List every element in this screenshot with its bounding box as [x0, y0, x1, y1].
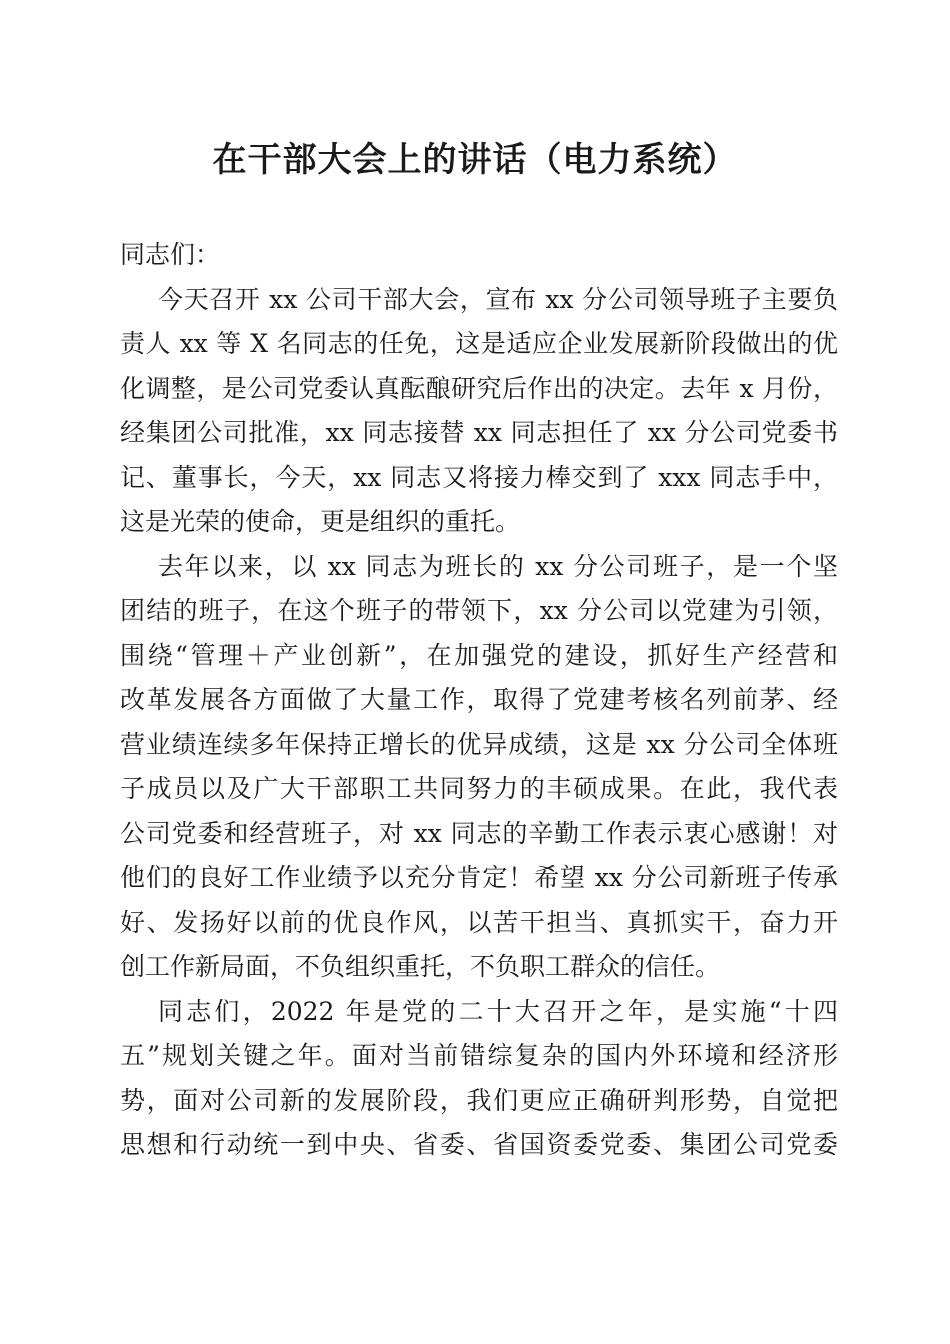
- document-title: 在干部大会上的讲话（电力系统）: [212, 140, 738, 180]
- paragraph-2-line-2: 团结的班子，在这个班子的带领下，xx 分公司以党建为引领，: [120, 596, 838, 625]
- paragraph-2-line-9: 好、发扬好以前的优良作风，以苦干担当、真抓实干，奋力开: [120, 907, 838, 937]
- paragraph-2-line-6: 子成员以及广大干部职工共同努力的丰硕成果。在此，我代表: [120, 774, 838, 803]
- salutation: 同志们：: [120, 240, 221, 269]
- document-body: [120, 233, 838, 1168]
- paragraph-1-line-6: 这是光荣的使命，更是组织的重托。: [120, 507, 521, 536]
- paragraph-1-line-3: 化调整，是公司党委认真酝酿研究后作出的决定。去年 x 月份，: [120, 373, 838, 403]
- paragraph-1-line-2: 责人 xx 等 X 名同志的任免，这是适应企业发展新阶段做出的优: [120, 329, 838, 358]
- paragraph-1: [120, 278, 838, 545]
- paragraph-3-line-1: 同志们，2022 年是党的二十大召开之年，是实施“十四: [158, 996, 838, 1026]
- paragraph-3-line-4: 思想和行动统一到中央、省委、省国资委党委、集团公司党委: [120, 1130, 838, 1159]
- paragraph-1-line-4: 经集团公司批准，xx 同志接替 xx 同志担任了 xx 分公司党委书: [120, 418, 838, 447]
- paragraph-1-line-1: 今天召开 xx 公司干部大会，宣布 xx 分公司领导班子主要负: [158, 284, 838, 314]
- paragraph-2: [120, 545, 838, 990]
- paragraph-2-line-10: 创工作新局面，不负组织重托，不负职工群众的信任。: [120, 952, 721, 981]
- paragraph-2-line-7: 公司党委和经营班子，对 xx 同志的辛勤工作表示衷心感谢！对: [120, 818, 838, 848]
- paragraph-2-line-1: 去年以来，以 xx 同志为班长的 xx 分公司班子，是一个坚: [158, 551, 838, 581]
- paragraph-2-line-3: 围绕“管理＋产业创新”，在加强党的建设，抓好生产经营和: [120, 640, 838, 670]
- paragraph-2-line-8: 他们的良好工作业绩予以充分肯定！希望 xx 分公司新班子传承: [120, 863, 838, 892]
- paragraph-2-line-4: 改革发展各方面做了大量工作，取得了党建考核名列前茅、经: [120, 685, 838, 714]
- paragraph-3-line-3: 势，面对公司新的发展阶段，我们更应正确研判形势，自觉把: [120, 1085, 838, 1115]
- paragraph-2-line-5: 营业绩连续多年保持正增长的优异成绩，这是 xx 分公司全体班: [120, 729, 838, 759]
- paragraph-1-line-5: 记、董事长，今天，xx 同志又将接力棒交到了 xxx 同志手中，: [120, 462, 838, 492]
- paragraph-3: [120, 990, 838, 1168]
- paragraph-3-line-2: 五”规划关键之年。面对当前错综复杂的国内外环境和经济形: [120, 1041, 838, 1070]
